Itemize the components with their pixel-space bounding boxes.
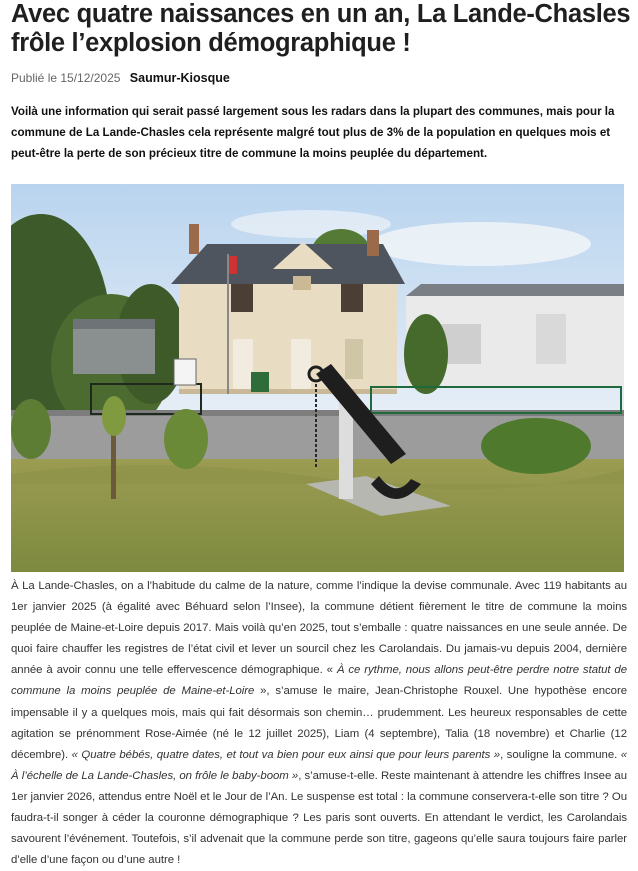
article-photo: [11, 184, 624, 572]
article-lead: Voilà une information qui serait passé largement sous les radars dans la plupart des communes, mais pour la commune de La Lande-Chasles cela représente malgré tout plus de 3% de la population en quelques mois et peut-être la perte de son précieux titre de commune la moins peuplée du département.: [11, 105, 615, 160]
source-name[interactable]: Saumur-Kiosque: [129, 71, 230, 85]
body-part-3: , souligne la commune.: [500, 748, 621, 761]
article-body: [11, 576, 627, 871]
commune-quote-1: « Quatre bébés, quatre dates, et tout va bien pour eux ainsi que pour leurs parents »: [71, 748, 501, 761]
article-meta: [11, 71, 230, 85]
commune-quote-2: « À l’échelle de La Lande-Chasles, on frôle le baby-boom »: [11, 748, 628, 782]
body-part-4: , s’amuse-t-elle. Reste maintenant à attendre les chiffres Insee au 1er janvier 2026, attendus entre Noël et le Jour de l’An. Le suspense est total : la commune conservera-t-elle son titre ? Ou faudra-t-il songer à céder la couronne démographique ? Les paris sont ouverts. En attendant le verdict, les Carolandais savourent l’événement. Toutefois, s’il advenait que la commune perde son titre, gageons qu’elle saura toujours faire parler d’elle d’une façon ou d’une autre !: [11, 769, 627, 867]
mairie-photo-illustration: [11, 184, 624, 572]
mayor-quote: À ce rythme, nous allons peut-être perdre notre statut de commune la moins peuplée de Maine-et-Loire: [11, 664, 627, 698]
article-title: Avec quatre naissances en un an, La Lande-Chasles frôle l’explosion démographique !: [11, 0, 631, 57]
publish-date: Publié le 15/12/2025: [11, 71, 121, 85]
body-part-1: À La Lande-Chasles, on a l’habitude du calme de la nature, comme l’indique la devise communale. Avec 119 habitants au 1er janvier 2025 (à égalité avec Béhuard selon l’Insee), la commune détient fièrement le titre de commune la moins peuplée de Maine-et-Loire depuis 2017. Mais voilà qu’en 2025, tout s’emballe : quatre naissances en une seule année. De quoi faire chauffer les registres de l’état civil et lever un sourcil chez les Carolandais. Du jamais-vu depuis 2004, dernière année à avoir connu une telle effervescence démographique. «: [11, 580, 627, 677]
body-part-2: », s’amuse le maire, Jean-Christophe Rouxel. Une hypothèse encore impensable il y a quelques mois, mais qui fait désormais son chemin… prudemment. Les heureux responsables de cette agitation se prénomment Rose-Aimée (né le 12 juillet 2025), Liam (4 septembre), Talia (18 novembre) et Charlie (12 décembre).: [11, 685, 627, 761]
